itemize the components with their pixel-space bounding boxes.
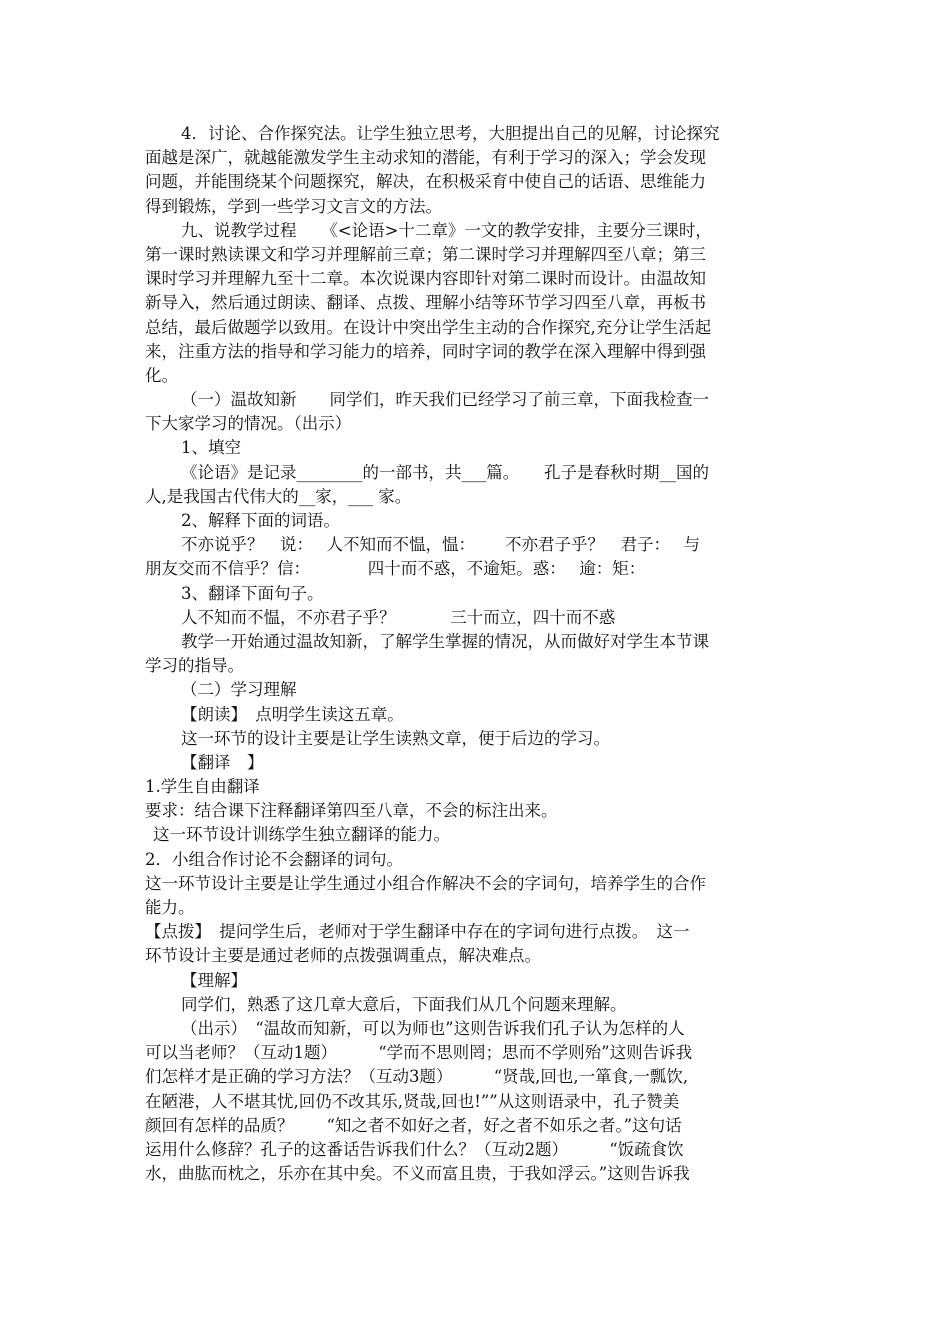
text-line: 得到锻炼，学到一些学习文言文的方法。 (145, 196, 442, 216)
text-line: 人,是我国古代伟大的__家，___ 家。 (145, 486, 412, 506)
text-line: 们怎样才是正确的学习方法？（互动3题） “贤哉,回也,一箪食,一瓢饮, (145, 1067, 689, 1087)
text-line: 【点拨】 提问学生后，老师对于学生翻译中存在的字词句进行点拨。 这一 (145, 922, 690, 942)
text-line: 4．讨论、合作探究法。让学生独立思考，大胆提出自己的见解，讨论探究 (181, 124, 720, 143)
text-line: 同学们，熟悉了这几章大意后，下面我们从几个问题来理解。 (181, 994, 627, 1014)
text-line: 学习的指导。 (145, 656, 244, 676)
text-line: 2、解释下面的词语。 (181, 511, 340, 530)
text-line: 人不知而不愠，不亦君子乎？ 三十而立，四十而不惑 (181, 607, 616, 627)
text-line: 【翻译 】 (181, 752, 264, 772)
text-line: 【朗读】 点明学生读这五章。 (181, 704, 404, 724)
text-line: 课时学习并理解九至十二章。本次说课内容即针对第二课时而设计。由温故知 (145, 269, 706, 289)
text-line: 环节设计主要是通过老师的点拨强调重点，解决难点。 (145, 946, 541, 966)
text-line: 【理解】 (181, 970, 247, 990)
text-line: 新导入，然后通过朗读、翻译、点拨、理解小结等环节学习四至八章，再板书 (145, 293, 706, 313)
text-line: 下大家学习的情况。（出示） (145, 414, 352, 434)
text-line: （二）学习理解 (181, 680, 297, 700)
text-line: 化。 (145, 365, 178, 385)
text-line: 面越是深广，就越能激发学生主动求知的潜能，有利于学习的深入；学会发现 (145, 148, 706, 168)
text-line: 这一环节的设计主要是让学生读熟文章，便于后边的学习。 (181, 728, 610, 748)
text-line: 运用什么修辞？孔子的这番话告诉我们什么？（互动2题） “饭疏食饮 (145, 1139, 684, 1159)
text-line: 这一环节设计训练学生独立翻译的能力。 (153, 825, 450, 845)
text-line: 3、翻译下面句子。 (181, 583, 324, 603)
text-line: 《论语》是记录________的一部书，共___篇。 孔子是春秋时期__国的 (181, 462, 709, 482)
text-line: 要求：结合课下注释翻译第四至八章，不会的标注出来。 (145, 801, 558, 821)
document-body (145, 122, 805, 1186)
text-line: 来，注重方法的指导和学习能力的培养，同时字词的教学在深入理解中得到强 (145, 341, 706, 361)
text-line: 颜回有怎样的品质？ “知之者不如好之者，好之者不如乐之者。”这句话 (145, 1115, 682, 1135)
text-line: 2．小组合作讨论不会翻译的词句。 (145, 849, 403, 869)
text-line: 教学一开始通过温故知新，了解学生掌握的情况，从而做好对学生本节课 (181, 631, 709, 651)
text-line: 朋友交而不信乎？信： 四十而不惑，不逾矩。惑： 逾：矩： (145, 559, 646, 579)
text-line: 九、说教学过程 《<论语>十二章》一文的教学安排，主要分三课时， (181, 220, 712, 240)
text-line: （出示） “温故而知新，可以为师也”这则告诉我们孔子认为怎样的人 (181, 1018, 685, 1038)
text-line: 水，曲肱而枕之，乐亦在其中矣。不义而富且贵，于我如浮云。”这则告诉我 (145, 1164, 690, 1184)
text-line: 这一环节设计主要是让学生通过小组合作解决不会的字词句，培养学生的合作 (145, 873, 706, 893)
text-line: 第一课时熟读课文和学习并理解前三章；第二课时学习并理解四至八章；第三 (145, 244, 706, 264)
text-line: 问题，并能围绕某个问题探究，解决，在积极采育中使自己的话语、思维能力 (145, 172, 706, 192)
text-line: 可以当老师？（互动1题） “学而不思则罔；思而不学则殆”这则告诉我 (145, 1043, 693, 1063)
text-line: （一）温故知新 同学们，昨天我们已经学习了前三章，下面我检查一 (181, 390, 709, 410)
text-line: 1.学生自由翻译 (145, 777, 260, 797)
text-line: 1、填空 (181, 438, 241, 458)
text-line: 不亦说乎？ 说： 人不知而不愠，愠： 不亦君子乎？ 君子： 与 (181, 535, 700, 555)
text-line: 总结，最后做题学以致用。在设计中突出学生主动的合作探究,充分让学生活起 (145, 317, 712, 337)
text-line: 在陋港，人不堪其忧,回仍不改其乐,贤哉,回也!””从这则语录中，孔子赞美 (145, 1091, 680, 1111)
text-line: 能力。 (145, 898, 195, 917)
